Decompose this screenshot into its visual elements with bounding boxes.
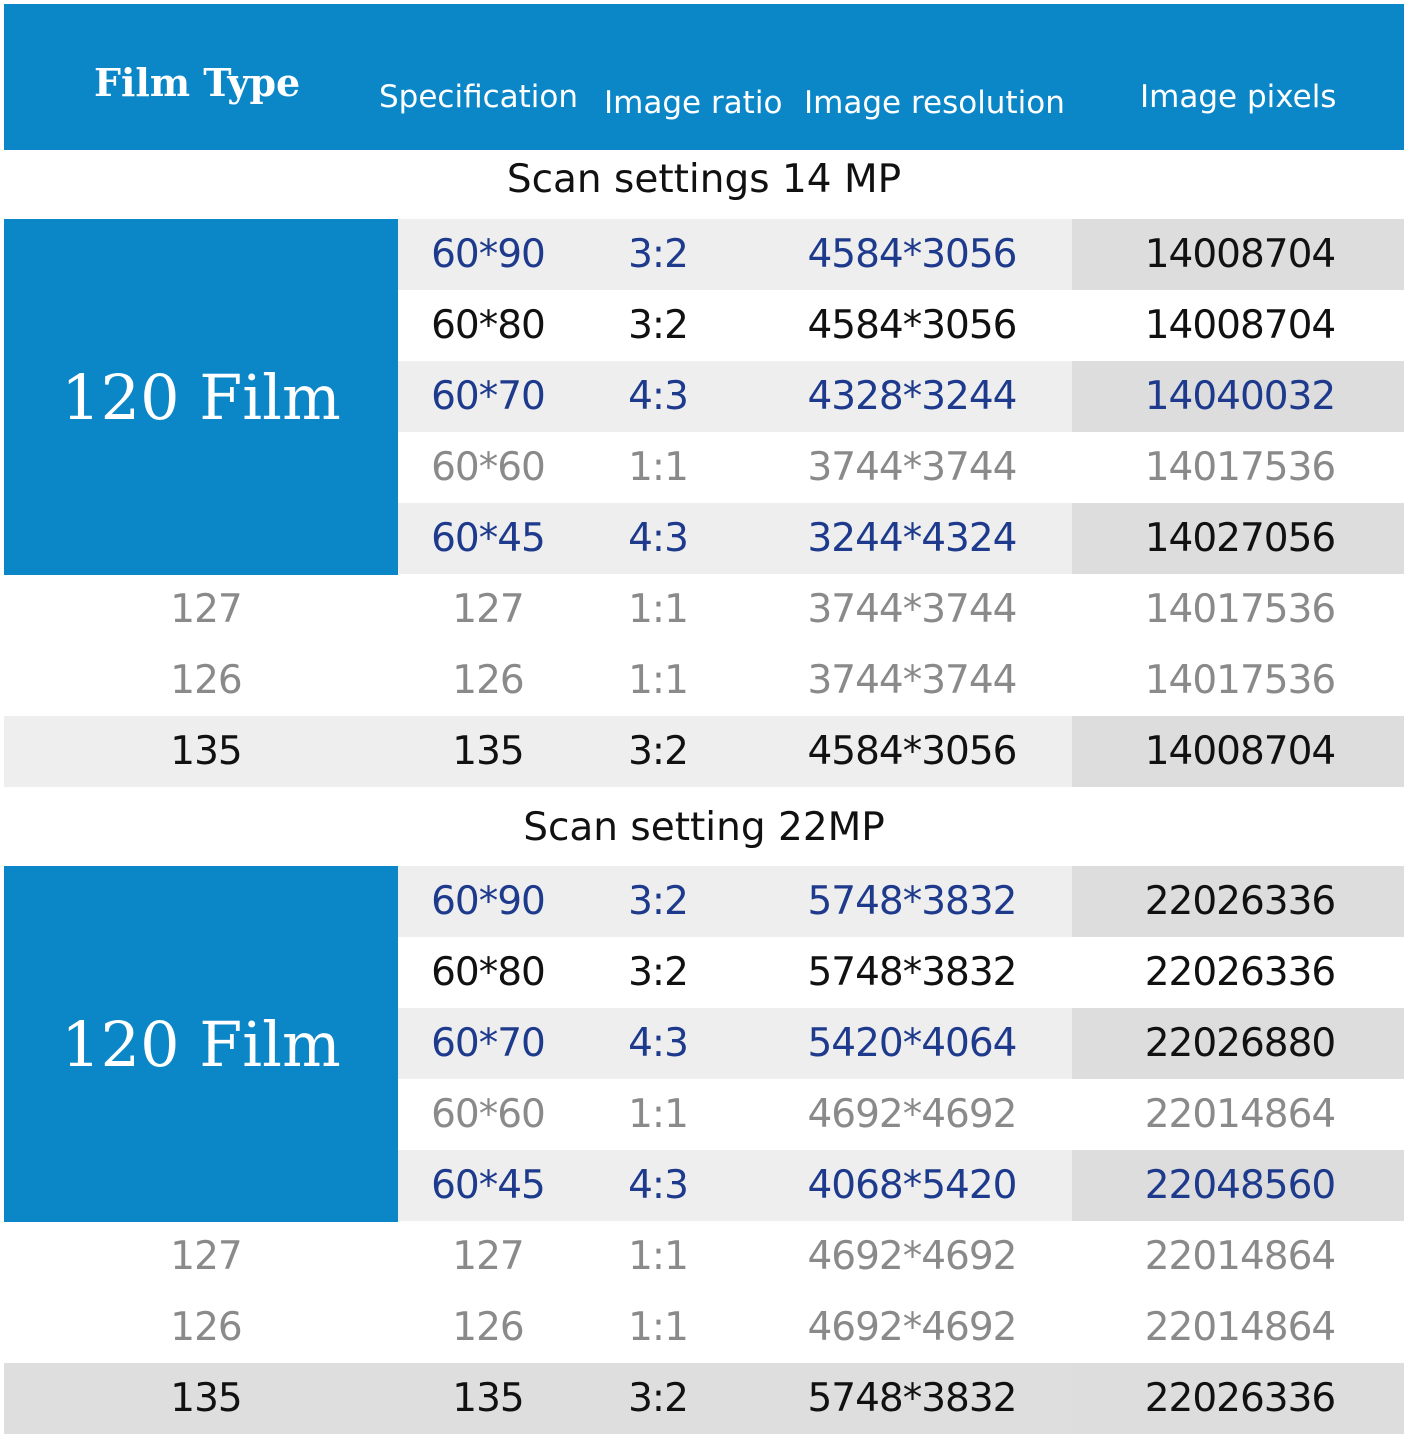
image-ratio-cell: 3:2 xyxy=(628,729,688,774)
header-image-ratio: Image ratio xyxy=(604,85,783,121)
image-resolution-cell: 5420*4064 xyxy=(807,1021,1017,1066)
specification-cell: 60*45 xyxy=(431,1163,545,1208)
image-resolution-cell: 3244*4324 xyxy=(807,516,1017,561)
image-pixels-cell: 14040032 xyxy=(1144,374,1336,419)
image-resolution-cell: 3744*3744 xyxy=(807,587,1017,632)
image-pixels-cell: 22014864 xyxy=(1144,1305,1336,1350)
image-pixels-cell: 22026336 xyxy=(1144,879,1336,924)
image-pixels-cell: 14008704 xyxy=(1144,232,1336,277)
header-specification: Specification xyxy=(379,79,579,115)
image-resolution-cell: 4584*3056 xyxy=(807,232,1017,277)
image-ratio-cell: 3:2 xyxy=(628,950,688,995)
film-120-label: 120 Film xyxy=(61,1007,341,1081)
image-pixels-cell: 14027056 xyxy=(1144,516,1336,561)
image-pixels-cell: 22026336 xyxy=(1144,1376,1336,1421)
specification-cell: 60*80 xyxy=(431,950,545,995)
specification-cell: 60*90 xyxy=(431,232,545,277)
image-ratio-cell: 1:1 xyxy=(628,1234,688,1279)
image-resolution-cell: 4584*3056 xyxy=(807,729,1017,774)
image-resolution-cell: 5748*3832 xyxy=(807,950,1017,995)
image-ratio-cell: 3:2 xyxy=(628,1376,688,1421)
header-image-resolution: Image resolution xyxy=(804,85,1065,121)
specification-cell: 127 xyxy=(452,587,524,632)
image-ratio-cell: 3:2 xyxy=(628,879,688,924)
film-120-block xyxy=(4,219,398,575)
image-resolution-cell: 4584*3056 xyxy=(807,303,1017,348)
image-resolution-cell: 3744*3744 xyxy=(807,658,1017,703)
header-image-pixels: Image pixels xyxy=(1140,79,1337,115)
image-pixels-cell: 22026336 xyxy=(1144,950,1336,995)
film-type-cell: 127 xyxy=(170,1234,242,1279)
specification-cell: 60*70 xyxy=(431,374,545,419)
specification-cell: 60*45 xyxy=(431,516,545,561)
specification-cell: 135 xyxy=(452,729,524,774)
image-resolution-cell: 3744*3744 xyxy=(807,445,1017,490)
image-resolution-cell: 4328*3244 xyxy=(807,374,1017,419)
table-row xyxy=(0,1363,1408,1434)
image-resolution-cell: 4068*5420 xyxy=(807,1163,1017,1208)
image-ratio-cell: 1:1 xyxy=(628,445,688,490)
specification-cell: 135 xyxy=(452,1376,524,1421)
image-resolution-cell: 5748*3832 xyxy=(807,1376,1017,1421)
film-type-cell: 135 xyxy=(170,729,242,774)
image-pixels-cell: 22026880 xyxy=(1144,1021,1336,1066)
image-ratio-cell: 1:1 xyxy=(628,1305,688,1350)
image-pixels-cell: 22048560 xyxy=(1144,1163,1336,1208)
image-pixels-cell: 14017536 xyxy=(1144,658,1336,703)
film-type-cell: 127 xyxy=(170,587,242,632)
specification-cell: 60*60 xyxy=(431,1092,545,1137)
table-row xyxy=(0,574,1408,645)
image-pixels-cell: 14017536 xyxy=(1144,587,1336,632)
specification-cell: 126 xyxy=(452,658,524,703)
image-ratio-cell: 4:3 xyxy=(628,1163,688,1208)
image-ratio-cell: 1:1 xyxy=(628,658,688,703)
image-resolution-cell: 4692*4692 xyxy=(807,1092,1017,1137)
image-pixels-cell: 22014864 xyxy=(1144,1234,1336,1279)
specification-cell: 60*90 xyxy=(431,879,545,924)
section-title: Scan setting 22MP xyxy=(523,805,885,850)
image-pixels-cell: 14008704 xyxy=(1144,303,1336,348)
table-row xyxy=(0,645,1408,716)
film-type-cell: 126 xyxy=(170,1305,242,1350)
film-type-cell: 126 xyxy=(170,658,242,703)
image-resolution-cell: 4692*4692 xyxy=(807,1234,1017,1279)
image-ratio-cell: 1:1 xyxy=(628,1092,688,1137)
specification-cell: 60*70 xyxy=(431,1021,545,1066)
image-pixels-cell: 14017536 xyxy=(1144,445,1336,490)
image-ratio-cell: 1:1 xyxy=(628,587,688,632)
film-120-label: 120 Film xyxy=(61,360,341,434)
image-resolution-cell: 4692*4692 xyxy=(807,1305,1017,1350)
film-120-block xyxy=(4,866,398,1222)
section-title: Scan settings 14 MP xyxy=(506,157,902,202)
image-ratio-cell: 3:2 xyxy=(628,232,688,277)
image-ratio-cell: 4:3 xyxy=(628,374,688,419)
film-type-cell: 135 xyxy=(170,1376,242,1421)
image-ratio-cell: 4:3 xyxy=(628,516,688,561)
image-pixels-cell: 22014864 xyxy=(1144,1092,1336,1137)
table-row xyxy=(0,1221,1408,1292)
image-ratio-cell: 4:3 xyxy=(628,1021,688,1066)
specification-cell: 126 xyxy=(452,1305,524,1350)
specification-cell: 127 xyxy=(452,1234,524,1279)
image-resolution-cell: 5748*3832 xyxy=(807,879,1017,924)
table-row xyxy=(0,716,1408,787)
image-ratio-cell: 3:2 xyxy=(628,303,688,348)
specification-cell: 60*80 xyxy=(431,303,545,348)
header-film-type: Film Type xyxy=(94,60,301,105)
specification-cell: 60*60 xyxy=(431,445,545,490)
image-pixels-cell: 14008704 xyxy=(1144,729,1336,774)
table-row xyxy=(0,1292,1408,1363)
